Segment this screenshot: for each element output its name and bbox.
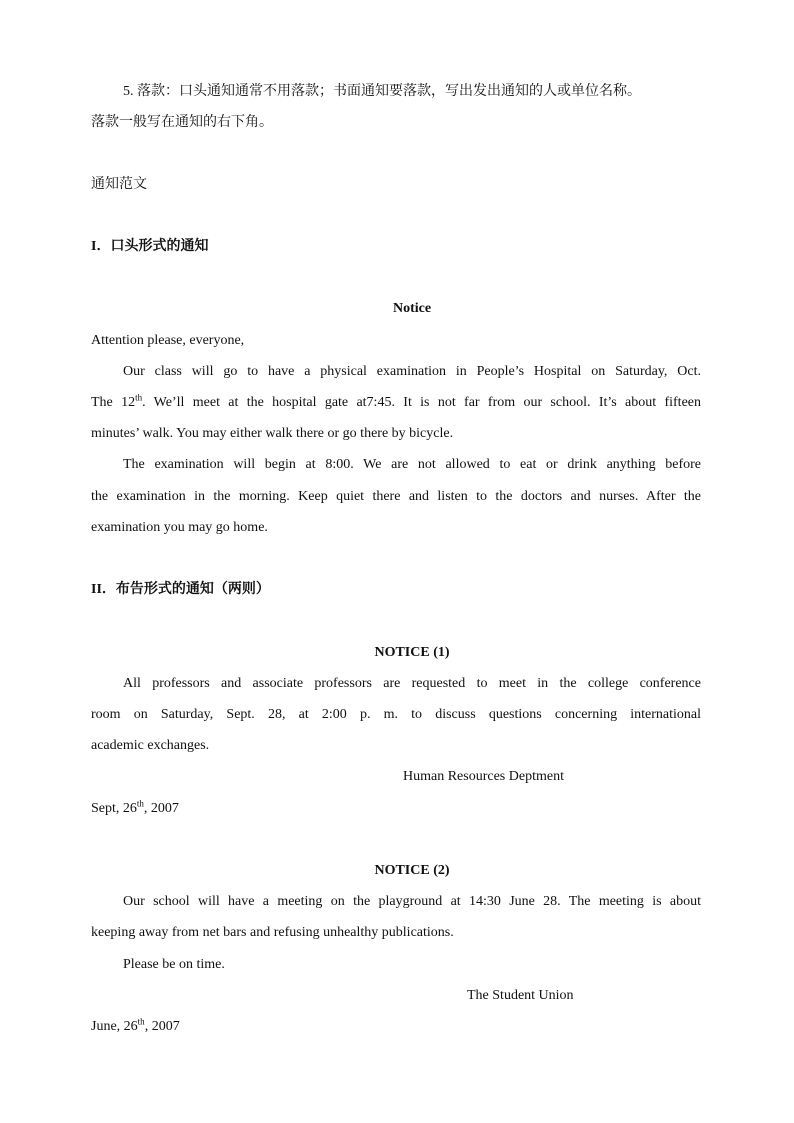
- notice1-date-post: , 2007: [143, 801, 179, 816]
- notice1-date-pre: Sept, 26: [91, 801, 137, 816]
- notice2-title: NOTICE (2): [374, 863, 450, 878]
- notice2-date: [91, 1017, 180, 1037]
- paragraph1-line3: minutes’ walk. You may either walk there or go there by bicycle.: [91, 426, 454, 441]
- notice2-line1: Our school will have a meeting on the playground at 14:30 June 28. The meeting is about: [123, 894, 701, 909]
- notice2-signature: The Student Union: [467, 988, 574, 1003]
- notice-title: Notice: [392, 301, 432, 316]
- sample-heading: 通知范文: [91, 177, 147, 192]
- paragraph1-line1: Our class will go to have a physical examination in People’s Hospital on Saturday, Oct.: [123, 364, 701, 379]
- notice1-line2: room on Saturday, Sept. 28, at 2:00 p. m. to discuss questions concerning international: [91, 707, 701, 722]
- paragraph2-line2: the examination in the morning. Keep quiet there and listen to the doctors and nurses. After the: [91, 489, 701, 504]
- notice2-date-pre: June, 26: [91, 1019, 138, 1034]
- paragraph1-line2: [91, 393, 701, 413]
- notice1-date: [91, 799, 179, 819]
- notice2-date-post: , 2007: [144, 1019, 180, 1034]
- rule5-line2: 落款一般写在通知的右下角。: [91, 115, 273, 130]
- notice2-line2: keeping away from net bars and refusing unhealthy publications.: [91, 925, 454, 940]
- paragraph2-line3: examination you may go home.: [91, 520, 268, 535]
- p1-line2-pre: The 12: [91, 395, 136, 410]
- p1-line2-sup: th: [135, 392, 143, 403]
- paragraph2-line1: The examination will begin at 8:00. We are not allowed to eat or drink anything before: [123, 457, 701, 472]
- section1-heading: I．口头形式的通知: [91, 239, 209, 254]
- notice1-date-sup: th: [136, 798, 144, 809]
- p1-line2-post: . We’ll meet at the hospital gate at7:45. It is not far from our school. It’s about fifteen: [142, 395, 701, 410]
- notice2-line3: Please be on time.: [123, 957, 225, 972]
- notice2-date-sup: th: [137, 1016, 145, 1027]
- rule5-line1: 5. 落款：口头通知通常不用落款；书面通知要落款，写出发出通知的人或单位名称。: [123, 84, 641, 99]
- notice1-line1: All professors and associate professors are requested to meet in the college conference: [123, 676, 701, 691]
- section2-heading: II．布告形式的通知（两则）: [91, 582, 270, 597]
- notice1-line3: academic exchanges.: [91, 738, 210, 753]
- notice1-signature: Human Resources Deptment: [403, 769, 564, 784]
- salutation: Attention please, everyone,: [91, 333, 245, 348]
- notice1-title: NOTICE (1): [374, 645, 450, 660]
